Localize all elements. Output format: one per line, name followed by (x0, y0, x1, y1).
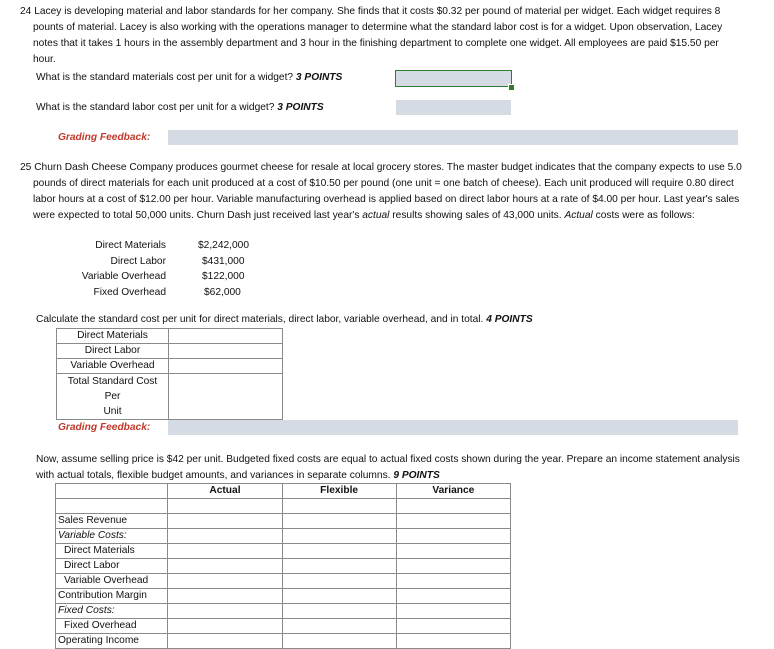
q24-line-3: notes that it takes 1 hours in the assembly department and 3 hour in the finishing department to complete one widget. All employees are paid $15.50 per (33, 38, 719, 49)
q24-materials-answer-input[interactable] (395, 70, 512, 87)
q25-line-3: labor hours at a cost of $12.00 per hour. Variable manufacturing overhead is applied based on direct labor hours at a rate of $4.00 per hour. Last year's sales (33, 194, 740, 205)
q24-line-2: pounts of material. Lacey is also working with the operations manager to determine what the standard labor cost is for a widget. Upon observation, Lacey (33, 22, 723, 33)
q24-labor-question: What is the standard labor cost per unit for a widget? 3 POINTS (36, 102, 324, 113)
q24-line-4: hour. (33, 54, 56, 65)
table-row: Variable Overhead (56, 574, 511, 589)
table-header-row (56, 484, 511, 499)
q24-paragraph (20, 4, 722, 68)
actual-cost-row: Direct Materials $2,242,000 (95, 240, 249, 251)
table-row: Sales Revenue (56, 514, 511, 529)
q25-calc-instruction: Calculate the standard cost per unit for direct materials, direct labor, variable overhead, and in total. 4 POINTS (36, 314, 533, 325)
q24-feedback-label: Grading Feedback: (58, 132, 151, 143)
table-row: Fixed Costs: (56, 604, 511, 619)
q25-paragraph (20, 160, 742, 224)
col-header-variance: Variance (396, 484, 510, 499)
std-total-input[interactable] (169, 374, 283, 420)
table-row: Contribution Margin (56, 589, 511, 604)
q25-line-2: pounds of direct materials for each unit produced at a cost of $10.50 per pound (one unit = one batch of cheese). Each unit produced will require 0.80 direct (33, 178, 734, 189)
col-header-actual: Actual (168, 484, 282, 499)
cell-fill-handle[interactable] (508, 84, 515, 91)
table-row: Total Standard Cost Per Unit (57, 374, 283, 420)
std-dl-input[interactable] (169, 344, 283, 359)
q25-income-instruction: Now, assume selling price is $42 per unit. Budgeted fixed costs are equal to actual fixed costs shown during the year. Prepare an income statement analysis with actual totals, flexible budget amounts, and variances in separate columns. 9 POINTS (36, 454, 740, 481)
q25-line-1: 25 Churn Dash Cheese Company produces gourmet cheese for resale at local grocery stores. The master budget indicates that the company expects to use 5.0 (20, 162, 742, 173)
table-row: Direct Labor (56, 559, 511, 574)
standard-cost-table (56, 328, 283, 420)
table-row: Variable Costs: (56, 529, 511, 544)
std-dm-input[interactable] (169, 329, 283, 344)
q25-feedback-field[interactable] (168, 420, 738, 435)
actual-costs-list (16, 238, 274, 300)
actual-cost-row: Direct Labor $431,000 (110, 255, 245, 267)
q24-materials-question: What is the standard materials cost per unit for a widget? 3 POINTS (36, 72, 343, 83)
q25-line-4: were expected to total 50,000 units. Churn Dash just received last year's actual results showing sales of 43,000 units. Actual costs were as follows: (33, 210, 695, 221)
q24-labor-answer-input[interactable] (396, 100, 511, 115)
q25-feedback-label: Grading Feedback: (58, 422, 151, 433)
std-voh-input[interactable] (169, 359, 283, 374)
table-row: Direct Labor (57, 344, 283, 359)
table-row: Direct Materials (56, 544, 511, 559)
table-row: Operating Income (56, 634, 511, 649)
spacer-row (56, 499, 511, 514)
col-header-flexible: Flexible (282, 484, 396, 499)
actual-cost-row: Fixed Overhead $62,000 (93, 286, 241, 298)
table-row: Direct Materials (57, 329, 283, 344)
table-row: Variable Overhead (57, 359, 283, 374)
actual-cost-row: Variable Overhead $122,000 (81, 271, 245, 282)
income-statement-table (55, 483, 511, 649)
table-row: Fixed Overhead (56, 619, 511, 634)
q24-feedback-field[interactable] (168, 130, 738, 145)
q24-line-1: 24 Lacey is developing material and labor standards for her company. She finds that it costs $0.32 per pound of material per widget. Each widget requires 8 (20, 6, 721, 17)
